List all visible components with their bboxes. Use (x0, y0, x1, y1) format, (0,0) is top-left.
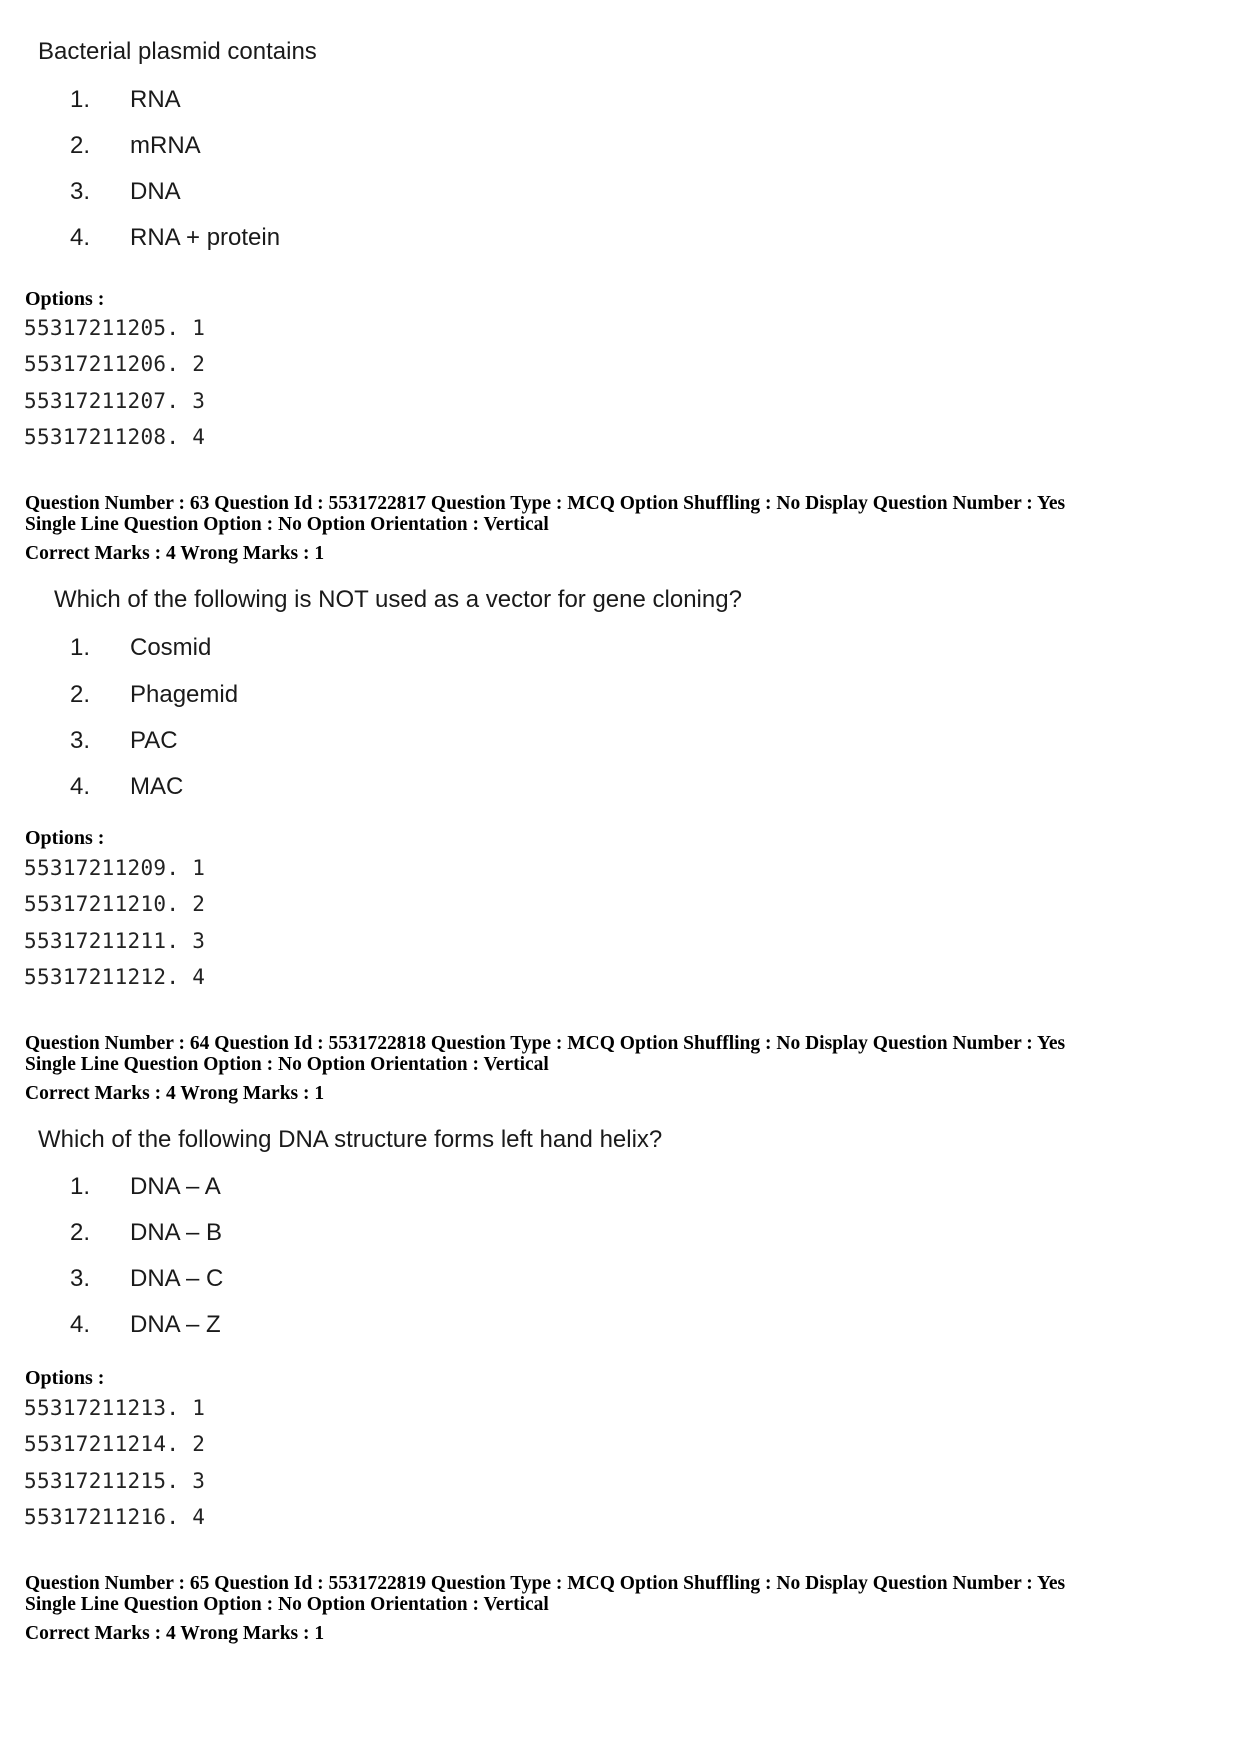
choice-number: 2. (70, 1219, 91, 1246)
choice-number: 3. (70, 727, 91, 754)
choice-text: DNA – Z (130, 1311, 221, 1338)
option-id-row: 55317211210. 2 (24, 892, 206, 916)
choice-text: RNA + protein (130, 224, 281, 251)
option-id-row: 55317211208. 4 (24, 425, 206, 449)
question-marks: Correct Marks : 4 Wrong Marks : 1 (25, 1083, 325, 1104)
choice-number: 3. (70, 178, 91, 205)
question-text: Bacterial plasmid contains (38, 38, 317, 65)
choice-text: RNA (130, 86, 181, 113)
choice-number: 3. (70, 1265, 91, 1292)
choice-text: PAC (130, 727, 178, 754)
choice-text: DNA – B (130, 1219, 223, 1246)
choice-number: 1. (70, 86, 91, 113)
question-text: Which of the following is NOT used as a vector for gene cloning? (54, 586, 742, 613)
question-marks: Correct Marks : 4 Wrong Marks : 1 (25, 543, 325, 564)
option-id-row: 55317211211. 3 (24, 929, 206, 953)
question-meta-line-1: Question Number : 63 Question Id : 5531722817 Question Type : MCQ Option Shuffling : No Display Question Number : Yes (25, 493, 1066, 514)
choice-number: 4. (70, 1311, 91, 1338)
question-text: Which of the following DNA structure forms left hand helix? (38, 1126, 663, 1153)
choice-text: DNA (130, 178, 181, 205)
choice-number: 1. (70, 1173, 91, 1200)
question-meta-line-2: Single Line Question Option : No Option Orientation : Vertical (25, 514, 549, 535)
choice-text: DNA – A (130, 1173, 221, 1200)
option-id-row: 55317211209. 1 (24, 856, 206, 880)
option-id-row: 55317211212. 4 (24, 965, 206, 989)
option-id-row: 55317211216. 4 (24, 1505, 206, 1529)
options-label: Options : (25, 1367, 105, 1389)
choice-text: Cosmid (130, 634, 212, 661)
choice-number: 1. (70, 634, 91, 661)
option-id-row: 55317211214. 2 (24, 1432, 206, 1456)
choice-number: 4. (70, 224, 91, 251)
choice-text: MAC (130, 773, 184, 800)
option-id-row: 55317211207. 3 (24, 389, 206, 413)
question-meta-line-2: Single Line Question Option : No Option Orientation : Vertical (25, 1594, 549, 1615)
option-id-row: 55317211206. 2 (24, 352, 206, 376)
choice-number: 2. (70, 132, 91, 159)
question-meta-line-2: Single Line Question Option : No Option Orientation : Vertical (25, 1054, 549, 1075)
options-label: Options : (25, 288, 105, 310)
option-id-row: 55317211213. 1 (24, 1396, 206, 1420)
choice-text: mRNA (130, 132, 201, 159)
choice-number: 4. (70, 773, 91, 800)
option-id-row: 55317211215. 3 (24, 1469, 206, 1493)
question-meta-line-1: Question Number : 64 Question Id : 5531722818 Question Type : MCQ Option Shuffling : No Display Question Number : Yes (25, 1033, 1066, 1054)
choice-text: DNA – C (130, 1265, 224, 1292)
question-meta-line-1: Question Number : 65 Question Id : 5531722819 Question Type : MCQ Option Shuffling : No Display Question Number : Yes (25, 1573, 1066, 1594)
options-label: Options : (25, 827, 105, 849)
option-id-row: 55317211205. 1 (24, 316, 206, 340)
choice-text: Phagemid (130, 681, 239, 708)
question-marks: Correct Marks : 4 Wrong Marks : 1 (25, 1623, 325, 1644)
choice-number: 2. (70, 681, 91, 708)
